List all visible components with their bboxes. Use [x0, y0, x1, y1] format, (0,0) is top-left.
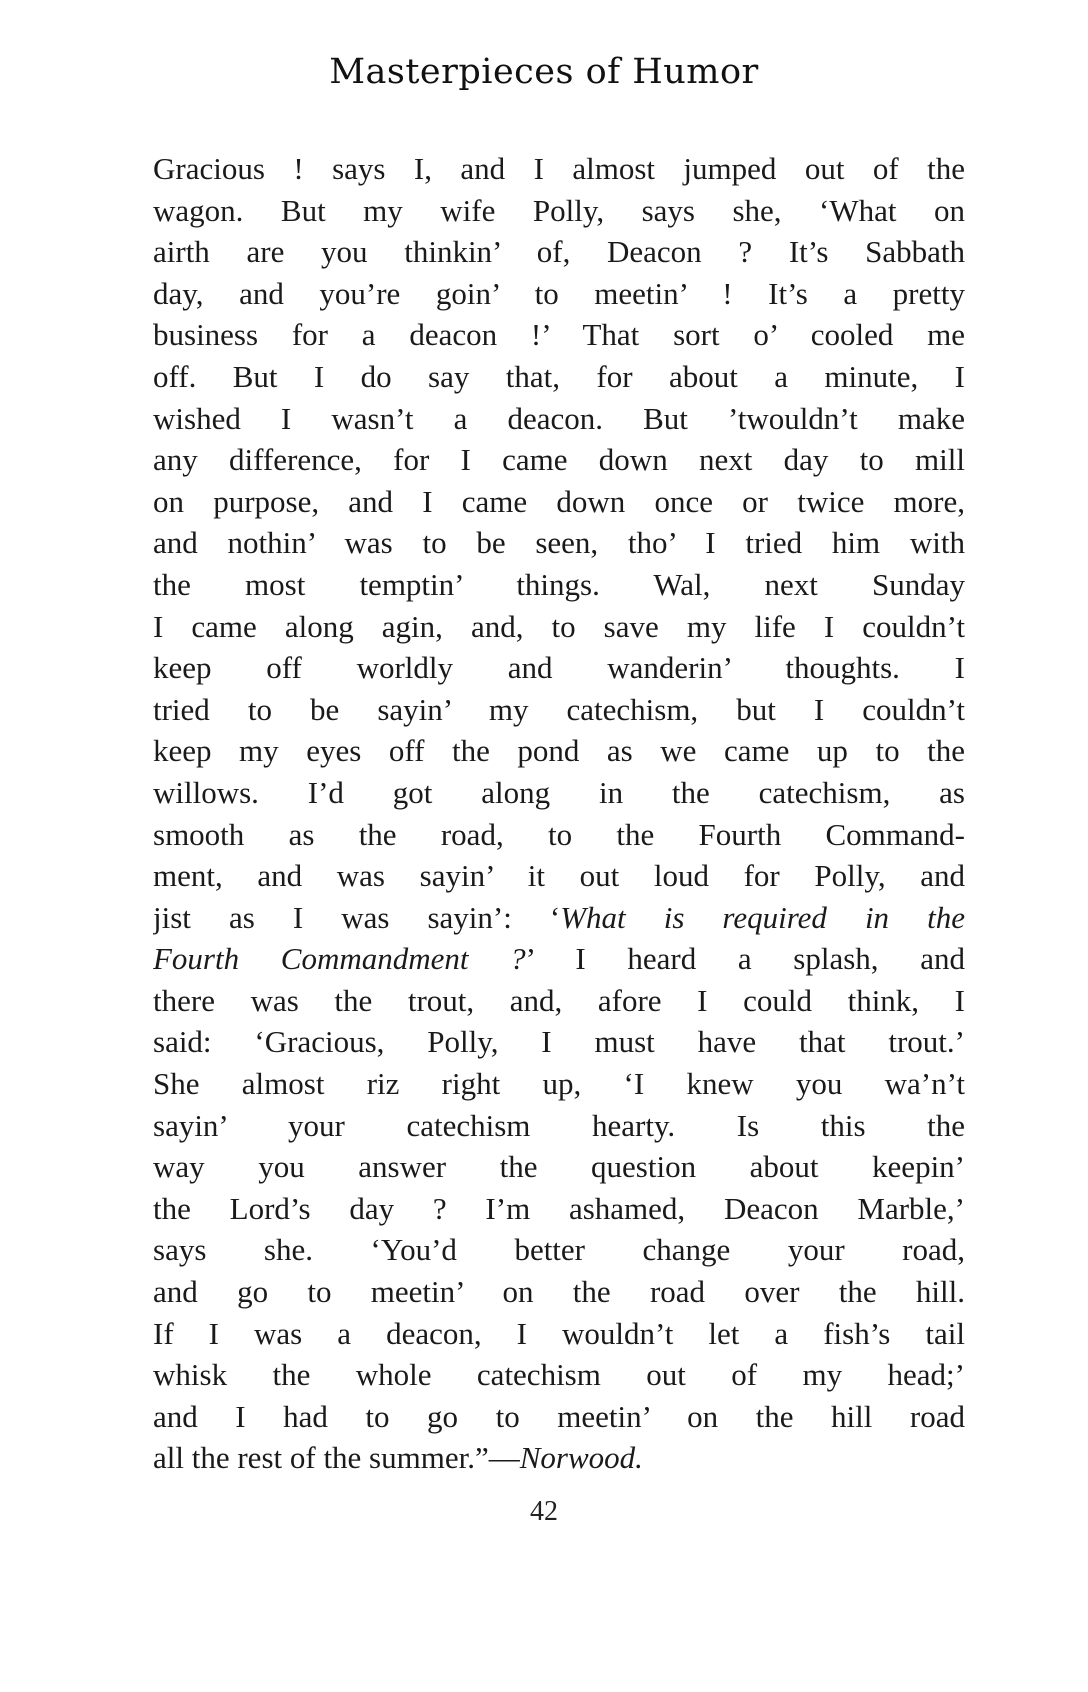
italic-text: Fourth Commandment ? — [153, 941, 526, 977]
text-line — [153, 814, 965, 856]
text-line — [153, 481, 965, 523]
text-run: Gracious ! says I, and I almost jumped out of the — [153, 151, 965, 186]
text-line — [153, 564, 965, 606]
text-run: ’ I heard a splash, and — [525, 941, 965, 977]
text-line — [153, 356, 965, 398]
text-line — [153, 980, 965, 1022]
page-number: 42 — [530, 1496, 558, 1527]
text-run: business for a deacon !’ That sort o’ cooled me — [153, 317, 965, 353]
text-line — [153, 1271, 965, 1313]
text-line — [153, 855, 965, 897]
text-line — [153, 1313, 965, 1355]
text-run: willows. I’d got along in the catechism, as — [153, 774, 965, 810]
text-run: says she. ‘You’d better change your road, — [153, 1232, 965, 1268]
text-run: all the rest of the summer.”— — [153, 1440, 520, 1476]
text-run: smooth as the road, to the Fourth Command- — [153, 816, 965, 852]
italic-text: What is required in the — [560, 899, 965, 935]
text-line — [153, 190, 965, 232]
text-line — [153, 1105, 965, 1147]
text-run: said: ‘Gracious, Polly, I must have that trout.’ — [153, 1024, 965, 1060]
text-run: I came along agin, and, to save my life I couldn’t — [153, 608, 965, 644]
text-line — [153, 1021, 965, 1063]
text-line — [153, 314, 965, 356]
text-run: any difference, for I came down next day to mill — [153, 442, 965, 478]
text-run: the most temptin’ things. Wal, next Sunday — [153, 566, 965, 602]
text-run: and nothin’ was to be seen, tho’ I tried him with — [153, 525, 965, 561]
text-line — [153, 1354, 965, 1396]
text-run: off. But I do say that, for about a minute, I — [153, 358, 965, 394]
text-run: wagon. But my wife Polly, says she, ‘What on — [153, 192, 965, 228]
text-line — [153, 522, 965, 564]
text-line — [153, 1063, 965, 1105]
text-line — [153, 772, 965, 814]
text-line — [153, 231, 965, 273]
text-run: and I had to go to meetin’ on the hill road — [153, 1398, 965, 1434]
text-line — [153, 647, 965, 689]
running-title: Masterpieces of Humor — [329, 52, 759, 92]
text-run: airth are you thinkin’ of, Deacon ? It’s Sabbath — [153, 234, 965, 270]
text-run: on purpose, and I came down once or twice more, — [153, 483, 965, 519]
text-line — [153, 148, 965, 190]
text-line — [153, 606, 965, 648]
text-run: ment, and was sayin’ it out loud for Polly, and — [153, 858, 965, 894]
text-line — [153, 730, 965, 772]
text-run: keep my eyes off the pond as we came up to the — [153, 733, 965, 769]
text-run: the Lord’s day ? I’m ashamed, Deacon Marble,’ — [153, 1190, 965, 1226]
italic-text: Norwood. — [519, 1440, 643, 1476]
text-line — [153, 1229, 965, 1271]
text-line — [153, 938, 965, 980]
text-line — [153, 439, 965, 481]
text-run: and go to meetin’ on the road over the hill. — [153, 1274, 965, 1310]
text-line — [153, 1188, 965, 1230]
text-run: wished I wasn’t a deacon. But ’twouldn’t make — [153, 400, 965, 436]
text-run: way you answer the question about keepin’ — [153, 1149, 965, 1185]
text-run: whisk the whole catechism out of my head;’ — [153, 1357, 965, 1393]
text-line — [153, 1146, 965, 1188]
text-line — [153, 1437, 965, 1479]
text-run: She almost riz right up, ‘I knew you wa’n’t — [153, 1066, 965, 1102]
text-line — [153, 398, 965, 440]
text-run: jist as I was sayin’: ‘ — [153, 899, 561, 935]
text-line — [153, 689, 965, 731]
text-run: keep off worldly and wanderin’ thoughts. I — [153, 650, 965, 686]
text-line — [153, 273, 965, 315]
text-line — [153, 897, 965, 939]
text-run: sayin’ your catechism hearty. Is this the — [153, 1107, 965, 1143]
text-run: there was the trout, and, afore I could think, I — [153, 982, 965, 1018]
text-run: day, and you’re goin’ to meetin’ ! It’s a pretty — [153, 275, 965, 311]
text-run: If I was a deacon, I wouldn’t let a fish’s tail — [153, 1315, 965, 1351]
text-run: tried to be sayin’ my catechism, but I couldn’t — [153, 691, 965, 727]
body-text — [153, 148, 965, 1479]
text-line — [153, 1396, 965, 1438]
